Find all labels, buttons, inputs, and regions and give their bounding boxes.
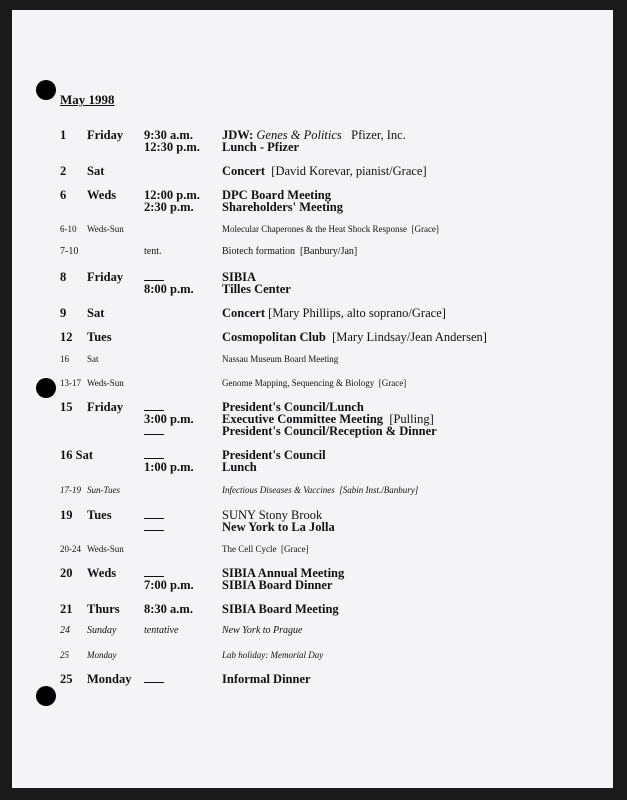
entry-day: Weds: [87, 188, 117, 202]
entry-date: 13-17: [60, 378, 81, 388]
entry-date: 17-19: [60, 485, 81, 495]
punch-hole: [36, 686, 56, 706]
entry-text: Shareholders' Meeting: [222, 200, 343, 214]
entry-date: 7-10: [60, 246, 79, 257]
entry-day: Weds-Sun: [87, 544, 124, 554]
entry-text: SUNY Stony Brook: [222, 508, 323, 522]
entry-text: Tilles Center: [222, 282, 291, 296]
entry-day: Weds: [87, 566, 117, 580]
entry-day: Friday: [87, 270, 124, 284]
entry-day: Monday: [87, 650, 117, 660]
entry-text: SIBIA Board Meeting: [222, 602, 339, 616]
entry-text: SIBIA: [222, 270, 257, 284]
document-page: [12, 10, 613, 788]
entry-day: Tues: [87, 508, 112, 522]
entry-date: 21: [60, 602, 73, 616]
entry-time: 9:30 a.m.: [144, 128, 193, 142]
entry-text: New York to La Jolla: [222, 520, 335, 534]
entry-date: 25: [60, 672, 73, 686]
entry-date: 25: [60, 650, 69, 660]
entry-day: Weds-Sun: [87, 378, 124, 388]
entry-text: SIBIA Annual Meeting: [222, 566, 345, 580]
entry-date: 6: [60, 188, 67, 202]
entry-text: Lunch: [222, 460, 257, 474]
entry-text: Biotech formation [Banbury/Jan]: [222, 246, 358, 257]
entry-time: tent.: [144, 246, 162, 257]
entry-text: President's Council: [222, 448, 326, 462]
entry-date: 2: [60, 164, 67, 178]
entry-day: Friday: [87, 128, 124, 142]
entry-day: Thurs: [87, 602, 120, 616]
entry-text: The Cell Cycle [Grace]: [222, 544, 309, 554]
entry-time: 1:00 p.m.: [144, 460, 194, 474]
entry-text: Genome Mapping, Sequencing & Biology [Grace]: [222, 378, 407, 388]
entry-date: 24: [60, 625, 70, 636]
entry-text: SIBIA Board Dinner: [222, 578, 333, 592]
entry-time: 2:30 p.m.: [144, 200, 194, 214]
entry-date: 6-10: [60, 224, 77, 234]
entry-day: Sun-Tues: [87, 485, 121, 495]
entry-day: Weds-Sun: [87, 224, 124, 234]
entry-day: Monday: [87, 672, 132, 686]
entry-text: Informal Dinner: [222, 672, 311, 686]
entry-day: Sat: [87, 164, 105, 178]
entry-date: 16: [60, 354, 69, 364]
entry-date: 15: [60, 400, 73, 414]
entry-day: Sat: [87, 354, 99, 364]
time-blank: [144, 424, 164, 439]
entry-text: JDW: Genes & Politics Pfizer, Inc.: [222, 128, 406, 142]
entry-text: Cosmopolitan Club [Mary Lindsay/Jean Andersen]: [222, 330, 487, 344]
entry-text: Executive Committee Meeting [Pulling]: [222, 412, 434, 426]
entry-text: Nassau Museum Board Meeting: [222, 354, 339, 364]
entry-time: 12:30 p.m.: [144, 140, 200, 154]
entry-time: 8:30 a.m.: [144, 602, 193, 616]
entry-text: Lab holiday: Memorial Day: [222, 650, 324, 660]
entry-text: Concert [Mary Phillips, alto soprano/Grace]: [222, 306, 446, 320]
entry-time: 7:00 p.m.: [144, 578, 194, 592]
entry-date: 8: [60, 270, 67, 284]
time-blank: [144, 520, 164, 535]
entry-text: Lunch - Pfizer: [222, 140, 300, 154]
entry-time: 8:00 p.m.: [144, 282, 194, 296]
entry-text: Molecular Chaperones & the Heat Shock Response [Grace]: [222, 224, 439, 234]
page-title: May 1998: [60, 92, 115, 107]
entry-date: 1: [60, 128, 67, 142]
entry-date: 9: [60, 306, 67, 320]
entry-date: 20-24: [60, 544, 81, 554]
entry-text: President's Council/Lunch: [222, 400, 364, 414]
entry-date: 19: [60, 508, 73, 522]
entry-date: 16 Sat: [60, 448, 93, 462]
entry-text: Concert [David Korevar, pianist/Grace]: [222, 164, 427, 178]
entry-text: President's Council/Reception & Dinner: [222, 424, 437, 438]
entry-day: Friday: [87, 400, 124, 414]
time-blank: [144, 672, 164, 687]
entry-text: New York to Prague: [222, 625, 303, 636]
entry-date: 12: [60, 330, 73, 344]
entry-day: Tues: [87, 330, 112, 344]
entry-day: Sunday: [87, 625, 117, 636]
entry-text: DPC Board Meeting: [222, 188, 332, 202]
punch-hole: [36, 80, 56, 100]
entry-date: 20: [60, 566, 73, 580]
punch-hole: [36, 378, 56, 398]
entry-text: Infectious Diseases & Vaccines [Sabin Inst./Banbury]: [222, 485, 419, 495]
entry-time: 3:00 p.m.: [144, 412, 194, 426]
entry-time: 12:00 p.m.: [144, 188, 200, 202]
entry-day: Sat: [87, 306, 105, 320]
entry-time: tentative: [144, 625, 179, 636]
